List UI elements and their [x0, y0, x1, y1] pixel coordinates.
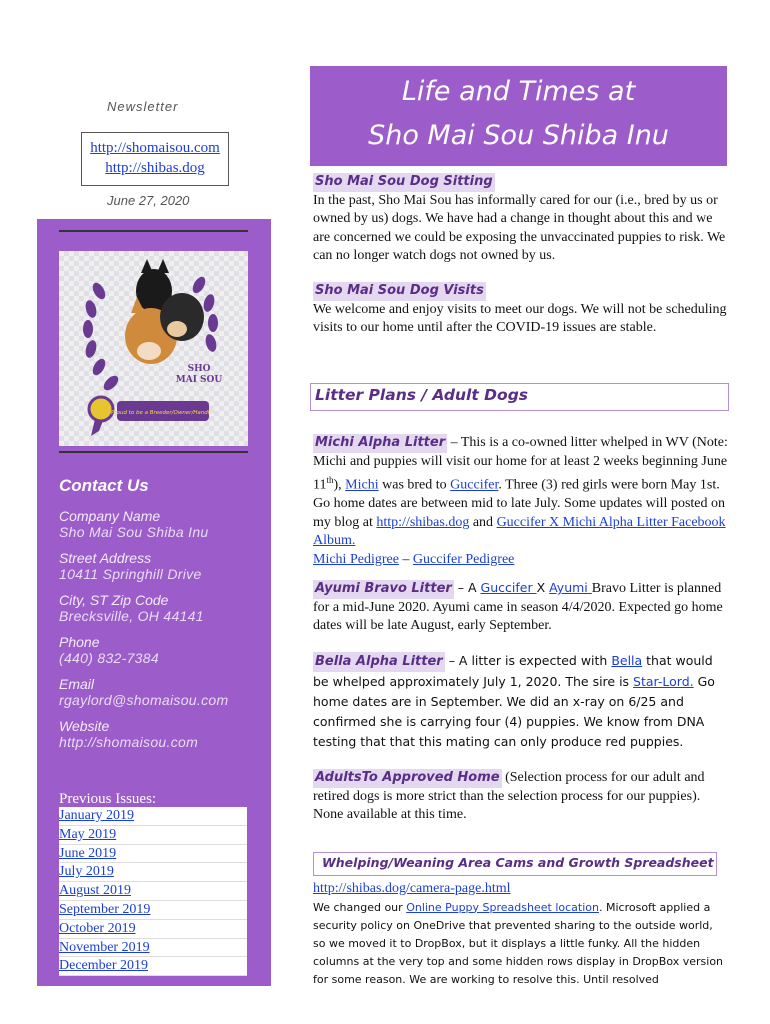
ayumi-heading: Ayumi Bravo Litter — [313, 580, 454, 599]
michi-heading: Michi Alpha Litter — [313, 434, 447, 453]
whelping-text: We changed our — [313, 900, 407, 914]
issue-link-may-2019[interactable]: May 2019 — [59, 826, 247, 845]
logo-ribbon-text: Proud to be a Breeder/Owner/Handler — [111, 410, 215, 416]
previous-issues-title: Previous Issues: — [59, 791, 157, 807]
shomaisou-link[interactable]: http://shomaisou.com — [90, 140, 220, 156]
litter-plans-heading: Litter Plans / Adult Dogs — [315, 386, 529, 404]
issue-link-june-2019[interactable]: June 2019 — [59, 845, 247, 864]
email-label: Email — [59, 676, 95, 692]
website-value: http://shomaisou.com — [59, 734, 199, 750]
ayumi-text: – A — [453, 580, 481, 595]
bella-text: that would be whelped approximately July 1, 2020. The sire is — [313, 653, 713, 689]
facebook-album-link[interactable]: Guccifer X Michi Alpha Litter Facebook Album. — [313, 514, 726, 549]
whelping-header — [313, 852, 717, 876]
pedigree-separator: – — [398, 551, 413, 567]
bella-text: Go home dates are in September. We did an x-ray on 6/25 and confirmed she is carrying four (4) puppies. We know from DNA testing that that this mating can only produce red puppies. — [313, 674, 715, 749]
dog-sitting-heading: Sho Mai Sou Dog Sitting — [313, 173, 495, 192]
issue-link-december-2019[interactable]: December 2019 — [59, 957, 247, 976]
issue-link-october-2019[interactable]: October 2019 — [59, 920, 247, 939]
website-label: Website — [59, 718, 110, 734]
dog-visits-body: We welcome and enjoy visits to meet our dogs. We will not be scheduling visits to our home until after the COVID-19 issues are stable. — [313, 301, 727, 335]
shiba-logo-icon — [59, 251, 248, 446]
website-links-box — [81, 132, 229, 186]
phone-value: (440) 832-7384 — [59, 650, 159, 666]
logo-text-maisou: MAI SOU — [175, 375, 223, 385]
city-value: Brecksville, OH 44141 — [59, 608, 204, 624]
issue-link-july-2019[interactable]: July 2019 — [59, 863, 247, 882]
ayumi-text: Bravo Litter is planned for a mid-June 2020. Ayumi came in season 4/4/2020. Expected go home dates will be late August, early September. — [313, 581, 723, 633]
whelping-text: . Microsoft applied a security policy on OneDrive that prevented sharing to the outside world, so we moved it to DropBox, but it displays a little funky. All the hidden columns at the very top and some hidden rows display in DropBox version for some reason. We are working to resolve this. Until resolved — [313, 900, 724, 986]
issue-link-january-2019[interactable]: January 2019 — [59, 807, 247, 826]
bella-text: – A litter is expected with — [444, 653, 612, 668]
issue-link-august-2019[interactable]: August 2019 — [59, 882, 247, 901]
bella-litter-section — [313, 651, 728, 752]
phone-label: Phone — [59, 634, 100, 650]
guccifer-link[interactable]: Guccifer — [480, 580, 537, 595]
divider — [59, 451, 248, 453]
spreadsheet-link[interactable]: Online Puppy Spreadsheet location — [406, 900, 599, 914]
whelping-section — [313, 880, 728, 989]
adults-body: (Selection process for our adult and retired dogs is more strict than the selection process for our puppies). None available at this time. — [313, 770, 705, 822]
camera-page-link[interactable]: http://shibas.dog/camera-page.html — [313, 881, 511, 896]
adults-heading: AdultsTo Approved Home — [313, 769, 502, 788]
dog-visits-heading: Sho Mai Sou Dog Visits — [313, 282, 486, 301]
michi-text: ), — [333, 477, 346, 493]
company-value: Sho Mai Sou Shiba Inu — [59, 524, 209, 540]
dog-sitting-body: In the past, Sho Mai Sou has informally cared for our (i.e., bred by us or owned by us) dogs. We have had a change in thought about this and we are concerned we could be exposing the unvaccinated puppies to risk. We can no longer watch dogs not owned by us. — [313, 192, 726, 263]
previous-issues-list — [59, 807, 247, 976]
guccifer-pedigree-link[interactable]: Guccifer Pedigree — [412, 551, 515, 567]
blog-link[interactable]: http://shibas.dog — [376, 514, 470, 530]
street-value: 10411 Springhill Drive — [59, 566, 202, 582]
issue-link-november-2019[interactable]: November 2019 — [59, 939, 247, 958]
bella-link[interactable]: Bella — [611, 653, 643, 668]
company-label: Company Name — [59, 508, 161, 524]
dog-visits-section — [313, 282, 728, 338]
issue-link-september-2019[interactable]: September 2019 — [59, 901, 247, 920]
contact-title: Contact Us — [59, 476, 149, 495]
michi-text: and — [469, 514, 497, 530]
shibas-link[interactable]: http://shibas.dog — [105, 160, 205, 176]
newsletter-label: Newsletter — [107, 99, 179, 114]
issue-date: June 27, 2020 — [107, 193, 190, 208]
star-lord-link[interactable]: Star-Lord. — [633, 674, 694, 689]
michi-text: – This is a co-owned litter whelped in WV (Note: Michi and puppies will visit our home for at least 2 weeks beginning June 11 — [313, 435, 728, 493]
litter-plans-header — [310, 383, 729, 411]
banner-title-line1: Life and Times at — [401, 76, 636, 107]
logo-text-sho: SHO — [187, 364, 211, 374]
city-label: City, ST Zip Code — [59, 592, 169, 608]
street-label: Street Address — [59, 550, 152, 566]
dog-sitting-section — [313, 173, 728, 266]
guccifer-link[interactable]: Guccifer — [450, 477, 499, 493]
newsletter-banner — [310, 66, 727, 166]
michi-sup: th — [326, 475, 334, 485]
michi-pedigree-link[interactable]: Michi Pedigree — [313, 551, 399, 567]
ayumi-text: X — [536, 580, 550, 595]
adults-section — [313, 769, 728, 825]
kennel-logo — [59, 251, 248, 446]
michi-text: . Three (3) red girls were born May 1st. Go home dates are between mid to late July. Some updates will posted on my blog at — [313, 477, 726, 530]
contact-section — [59, 476, 259, 760]
michi-litter-section — [313, 434, 728, 569]
bella-heading: Bella Alpha Litter — [313, 652, 445, 672]
michi-text: was bred to — [378, 477, 451, 493]
banner-title-line2: Sho Mai Sou Shiba Inu — [368, 120, 669, 151]
whelping-heading: Whelping/Weaning Area Cams and Growth Spreadsheet — [322, 855, 714, 870]
whelping-body — [313, 899, 728, 989]
sidebar — [37, 66, 271, 986]
ayumi-litter-section — [313, 578, 728, 636]
michi-link[interactable]: Michi — [345, 477, 379, 493]
email-value: rgaylord@shomaisou.com — [59, 692, 229, 708]
divider — [59, 230, 248, 232]
sidebar-header — [37, 66, 271, 219]
ayumi-link[interactable]: Ayumi — [549, 580, 592, 595]
